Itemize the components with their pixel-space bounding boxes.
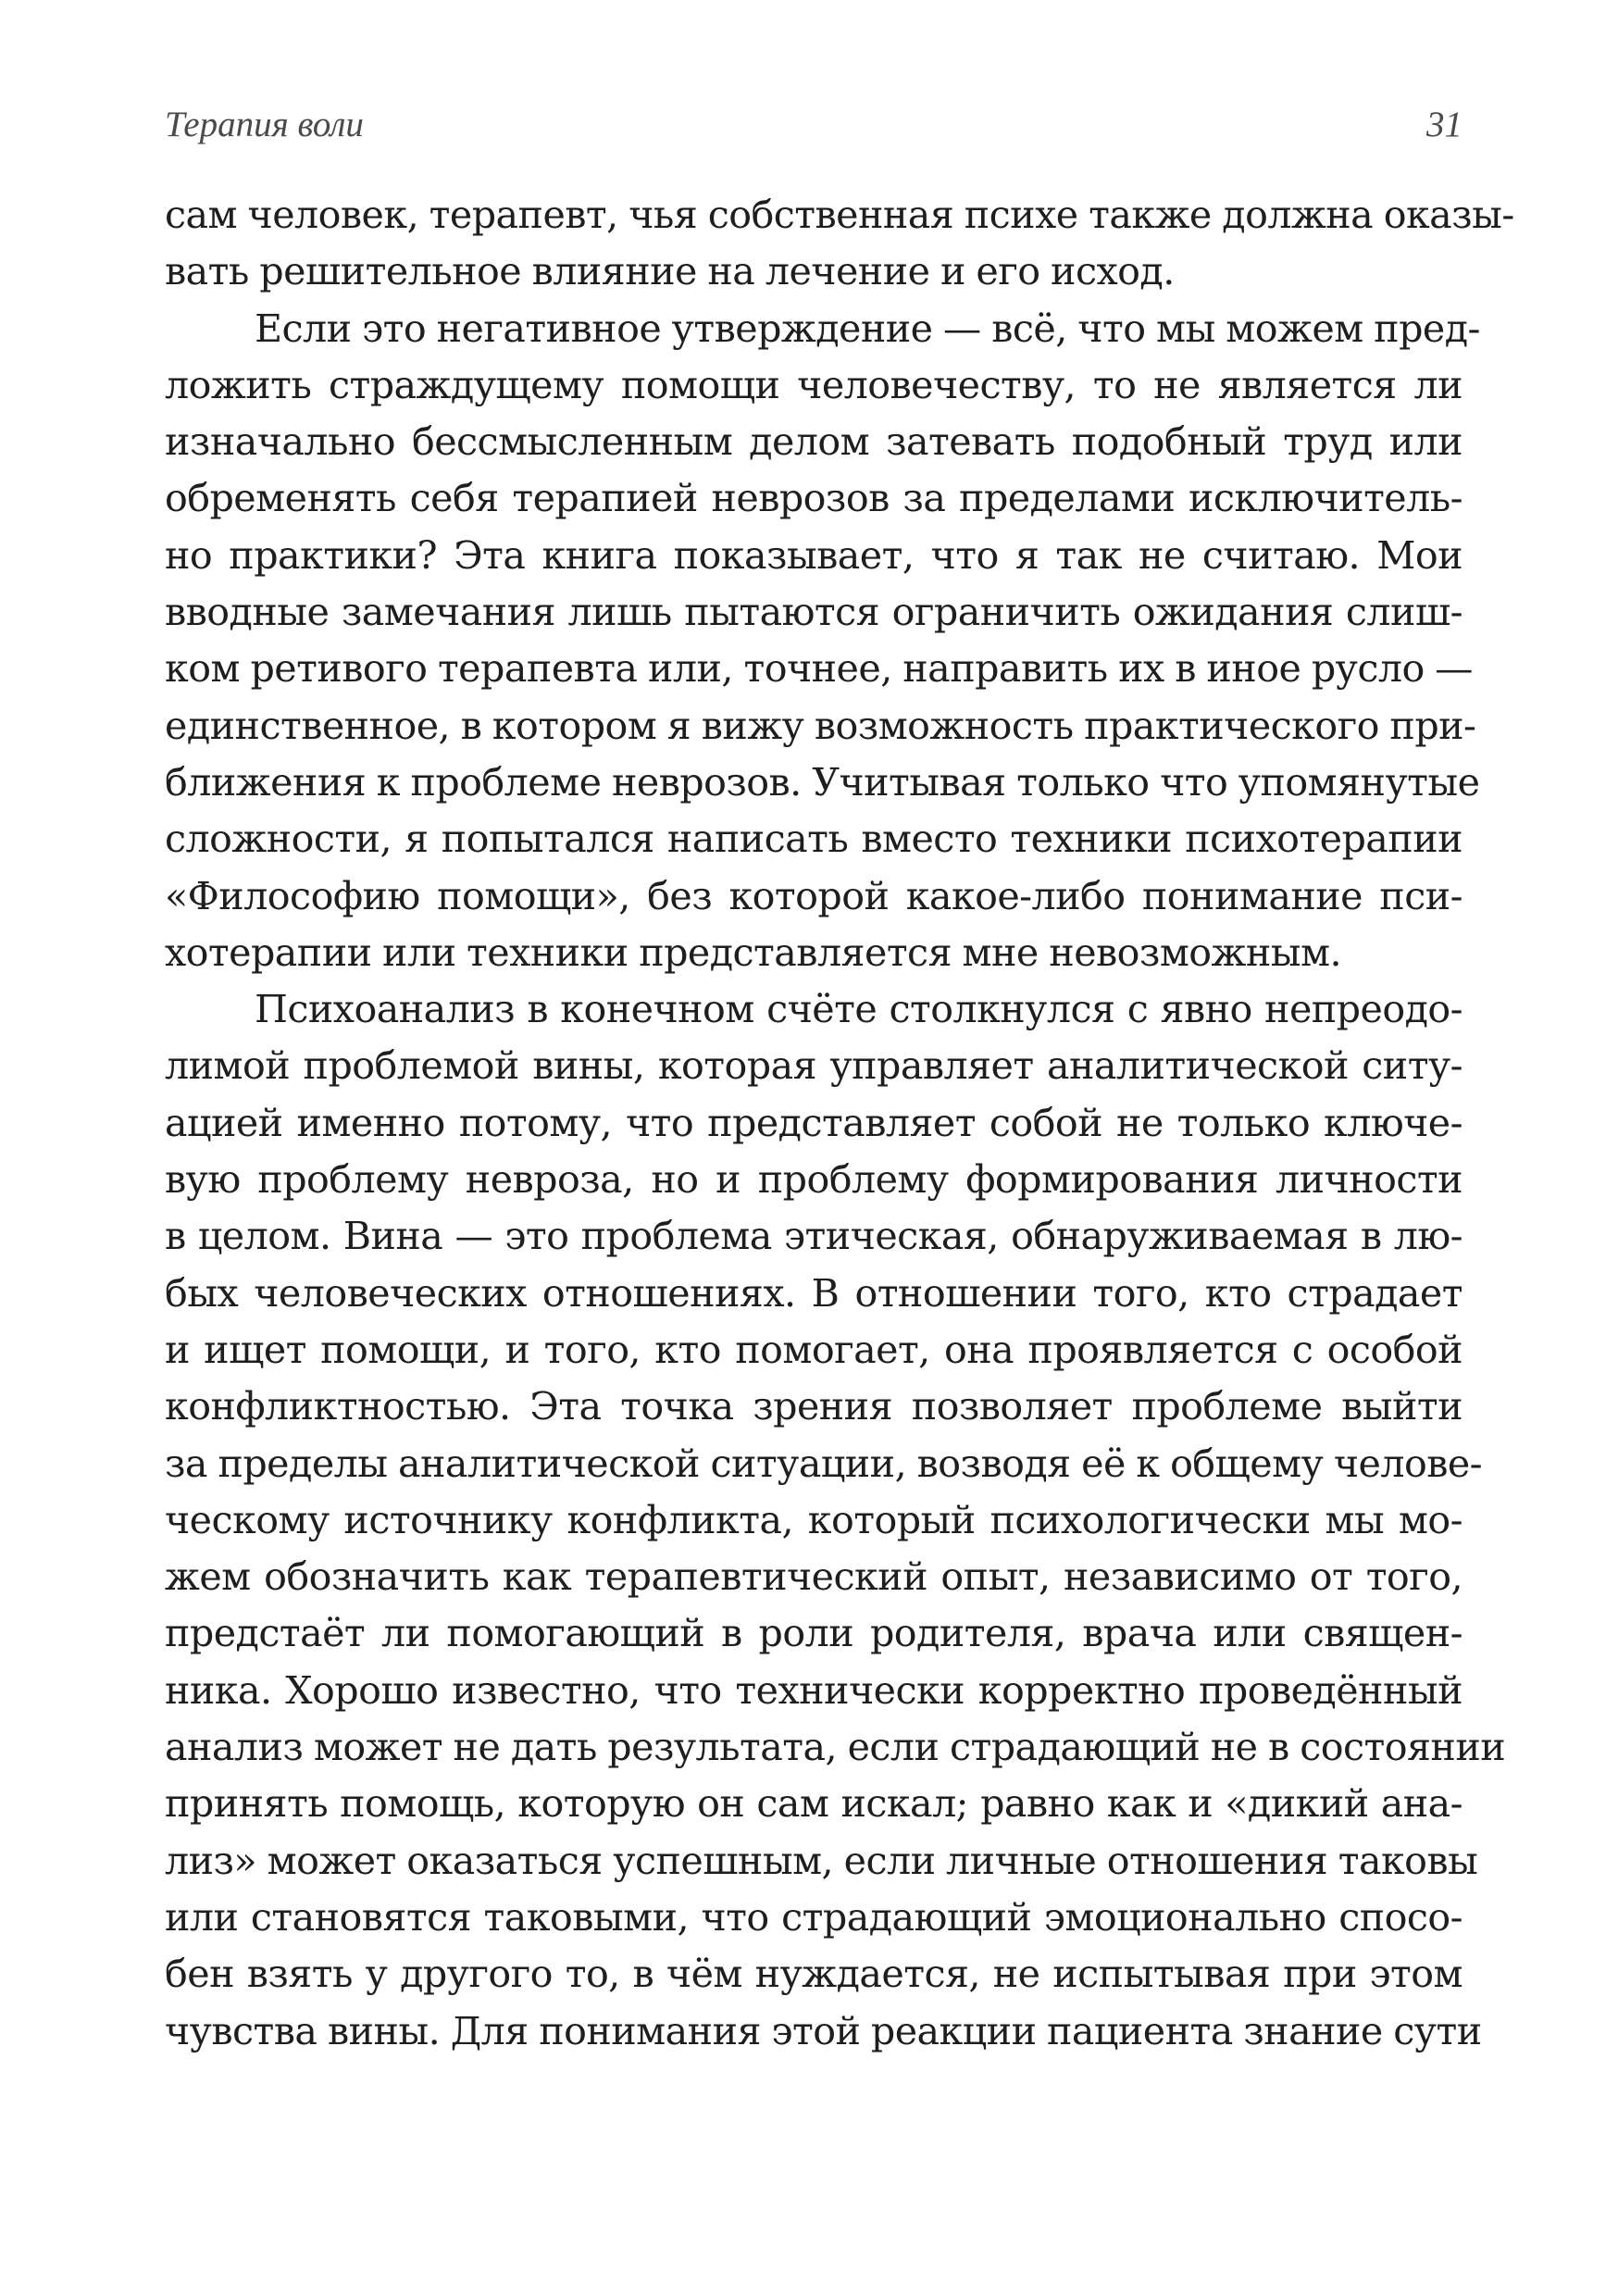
text-line: хотерапии или техники представляется мне невозможным. (165, 930, 1342, 975)
text-line: ком ретивого терапевта или, точнее, направить их в иное русло — (165, 646, 1473, 692)
body-text (165, 187, 1514, 2060)
text-line: вую проблему невроза, но и проблему формирования личности (165, 1157, 1462, 1203)
text-line: и ищет помощи, и того, кто помогает, она проявляется с особой (165, 1327, 1462, 1372)
text-line: в целом. Вина — это проблема этическая, обнаруживаемая в лю- (165, 1214, 1462, 1259)
text-line: предстаёт ли помогающий в роли родителя, врача или священ- (165, 1611, 1462, 1656)
text-line: ацией именно потому, что представляет собой не только ключе- (165, 1100, 1462, 1145)
text-line: но практики? Эта книга показывает, что я так не считаю. Мои (165, 532, 1462, 578)
text-line: бых человеческих отношениях. В отношении того, кто страдает (165, 1270, 1462, 1316)
text-line: ложить страждущему помощи человечеству, то не является ли (165, 362, 1462, 407)
text-line: Психоанализ в конечном счёте столкнулся с явно непреодо- (255, 987, 1462, 1032)
text-line: бен взять у другого то, в чём нуждается, не испытывая при этом (165, 1952, 1462, 1997)
text-line: обременять себя терапией неврозов за пределами исключитель- (165, 476, 1462, 521)
text-line: изначально бессмысленным делом затевать подобный труд или (165, 419, 1462, 465)
text-line: принять помощь, которую он сам искал; равно как и «дикий ана- (165, 1781, 1462, 1827)
text-line: лиз» может оказаться успешным, если личные отношения таковы (165, 1838, 1478, 1883)
running-head-title: Терапия воли (165, 105, 364, 144)
running-head (165, 104, 1462, 156)
text-line: или становятся таковыми, что страдающий эмоционально спосо- (165, 1894, 1462, 1940)
text-line: сложности, я попытался написать вместо техники психотерапии (165, 817, 1462, 862)
text-line: вать решительное влияние на лечение и его исход. (165, 249, 1175, 294)
text-line: лимой проблемой вины, которая управляет аналитической ситу- (165, 1043, 1462, 1089)
text-line: анализ может не дать результата, если страдающий не в состоянии (165, 1725, 1506, 1770)
text-line: Если это негативное утверждение — всё, что мы можем пред- (255, 306, 1480, 351)
text-line: единственное, в котором я вижу возможность практического при- (165, 703, 1476, 748)
text-line: чувства вины. Для понимания этой реакции пациента знание сути (165, 2008, 1482, 2053)
paragraph (165, 187, 1514, 301)
text-line: ческому источнику конфликта, который психологически мы мо- (165, 1497, 1462, 1542)
text-line: конфликтностью. Эта точка зрения позволяет проблеме выйти (165, 1384, 1462, 1429)
text-line: ника. Хорошо известно, что технически корректно проведённый (165, 1667, 1462, 1713)
text-line: вводные замечания лишь пытаются ограничить ожидания слиш- (165, 590, 1462, 635)
paragraph (165, 301, 1480, 982)
paragraph (165, 981, 1506, 2060)
text-line: сам человек, терапевт, чья собственная психе также должна оказы- (165, 193, 1514, 237)
text-line: жем обозначить как терапевтический опыт, независимо от того, (165, 1554, 1462, 1600)
page-number: 31 (1426, 105, 1462, 144)
text-line: ближения к проблеме неврозов. Учитывая только что упомянутые (165, 759, 1480, 805)
text-line: «Философию помощи», без которой какое-либо понимание пси- (165, 873, 1462, 918)
text-line: за пределы аналитической ситуации, возводя её к общему челове- (165, 1441, 1483, 1486)
